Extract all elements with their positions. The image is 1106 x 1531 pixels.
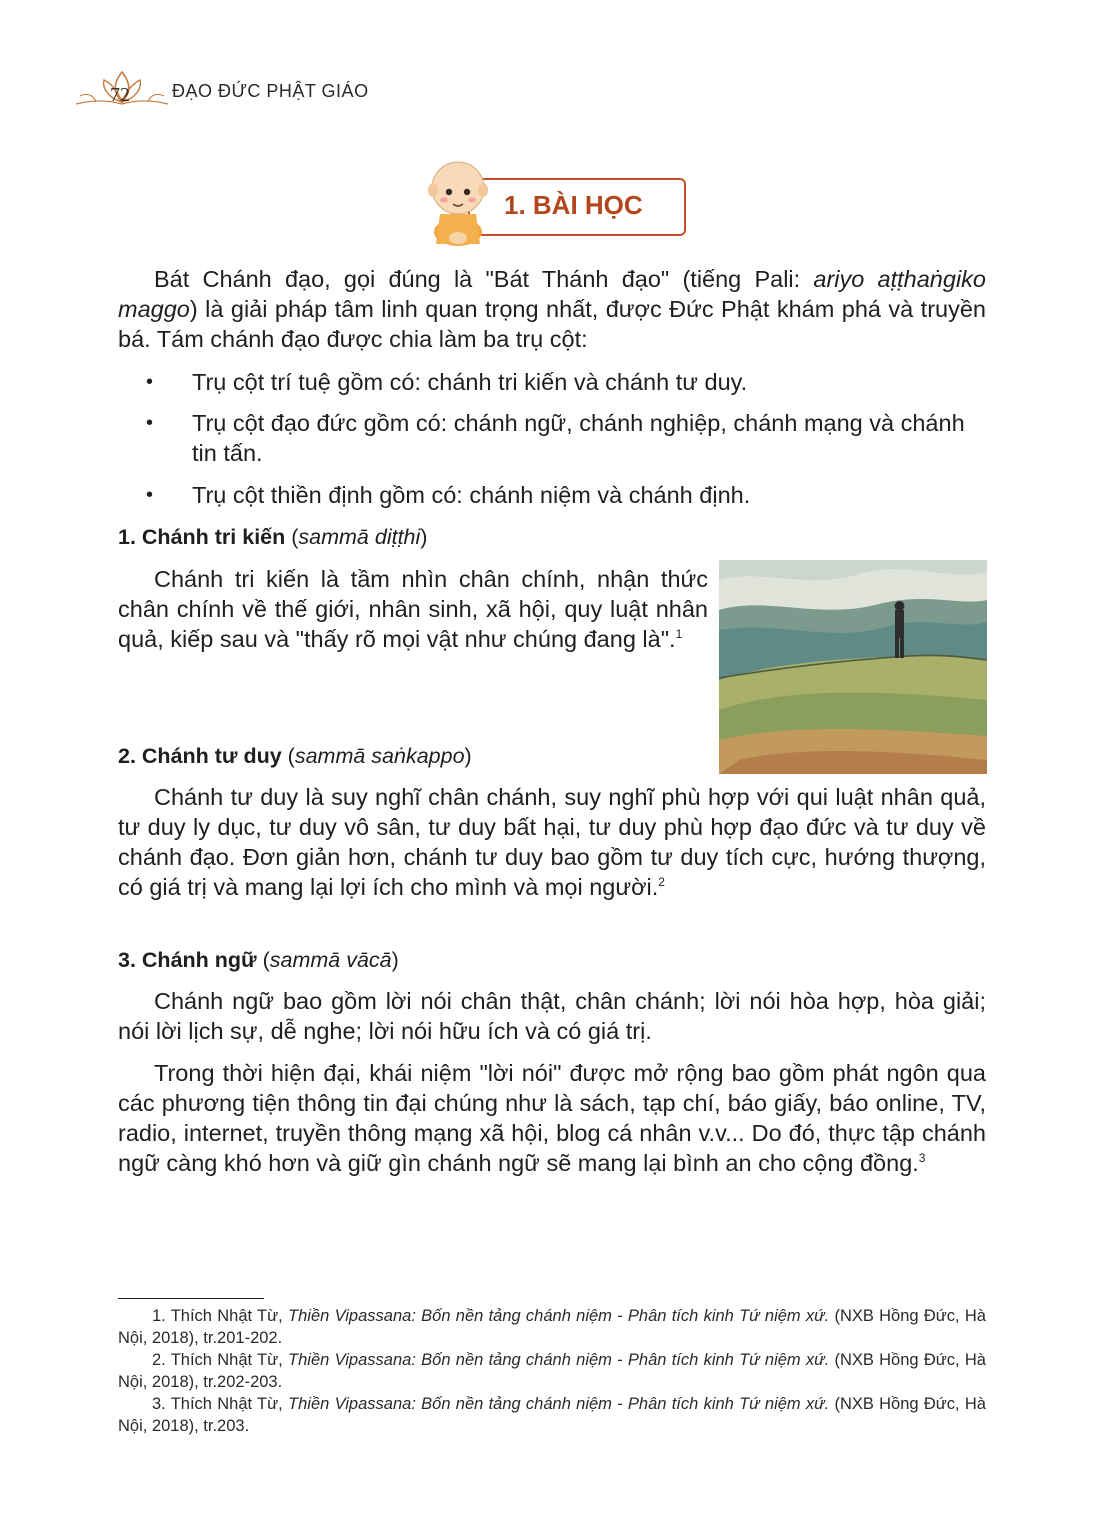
footnote-ref: 2 — [658, 875, 665, 890]
lesson-badge — [420, 152, 688, 252]
footnote: 3. Thích Nhật Từ, Thiền Vipassana: Bốn nền tảng chánh niệm - Phân tích kinh Tứ niệm xứ. (NXB Hồng Đức, Hà Nội, 2018), tr.203. — [118, 1395, 986, 1435]
section-heading: 2. Chánh tư duy (sammā saṅkappo) — [118, 744, 472, 768]
page-number: 72 — [110, 84, 130, 106]
list-item: • Trụ cột trí tuệ gồm có: chánh tri kiến và chánh tư duy. — [146, 369, 748, 395]
lesson-title: 1. BÀI HỌC — [504, 190, 643, 220]
list-item: • Trụ cột đạo đức gồm có: chánh ngữ, chánh nghiệp, chánh mạng và chánh tin tấn. — [146, 410, 965, 466]
landscape-illustration — [719, 560, 987, 774]
bullet-icon: • — [146, 484, 154, 506]
running-header — [72, 66, 392, 114]
section-heading: 1. Chánh tri kiến (sammā diṭṭhi) — [118, 525, 428, 549]
footnote: 2. Thích Nhật Từ, Thiền Vipassana: Bốn nền tảng chánh niệm - Phân tích kinh Tứ niệm xứ. (NXB Hồng Đức, Hà Nội, 2018), tr.202-203. — [118, 1351, 986, 1391]
bullet-icon: • — [146, 371, 154, 393]
footnote-ref: 1 — [675, 627, 683, 642]
section-paragraph: Trong thời hiện đại, khái niệm "lời nói" được mở rộng bao gồm phát ngôn qua các phương tiện thông tin đại chúng như là sách, tạp chí, báo giấy, báo online, TV, radio, internet, truyền thông mạng xã hội, blog cá nhân v.v... Do đó, thực tập chánh ngữ càng khó hơn và giữ gìn chánh ngữ sẽ mang lại bình an cho cộng đồng.$^3$ — [118, 1060, 986, 1176]
running-title: ĐẠO ĐỨC PHẬT GIÁO — [172, 81, 369, 101]
intro-paragraph: Bát Chánh đạo, gọi đúng là "Bát Thánh đạo" (tiếng Pali: ariyo aṭṭhaṅgiko maggo) là giải pháp tâm linh quan trọng nhất, được Đức Phật khám phá và truyền bá. Tám chánh đạo được chia làm ba trụ cột: — [118, 266, 986, 352]
footnote-divider — [118, 1298, 264, 1299]
section-paragraph: Chánh tư duy là suy nghĩ chân chánh, suy nghĩ phù hợp với qui luật nhân quả, tư duy ly dục, tư duy vô sân, tư duy bất hại, tư duy phù hợp đạo đức và tư duy về chánh đạo. Đơn giản hơn, chánh tư duy bao gồm tư duy tích cực, hướng thượng, có giá trị và mang lại lợi ích cho mình và mọi người.$^2$ — [118, 784, 986, 900]
monk-mascot-icon — [420, 152, 500, 248]
section-heading: 3. Chánh ngữ (sammā vācā) — [118, 948, 399, 972]
section-paragraph: Chánh ngữ bao gồm lời nói chân thật, chân chánh; lời nói hòa hợp, hòa giải; nói lời lịch sự, dễ nghe; lời nói hữu ích và có giá trị. — [118, 988, 986, 1044]
section-paragraph: Chánh tri kiến là tầm nhìn chân chính, nhận thức chân chính về thế giới, nhân sinh, xã hội, quy luật nhân quả, kiếp sau và "thấy rõ mọi vật như chúng đang là".$^1$ — [118, 566, 708, 652]
bullet-icon: • — [146, 412, 154, 434]
footnote-ref: 3 — [918, 1151, 926, 1166]
list-item: • Trụ cột thiền định gồm có: chánh niệm và chánh định. — [146, 482, 751, 508]
footnote: 1. Thích Nhật Từ, Thiền Vipassana: Bốn nền tảng chánh niệm - Phân tích kinh Tứ niệm xứ. (NXB Hồng Đức, Hà Nội, 2018), tr.201-202. — [118, 1307, 986, 1347]
